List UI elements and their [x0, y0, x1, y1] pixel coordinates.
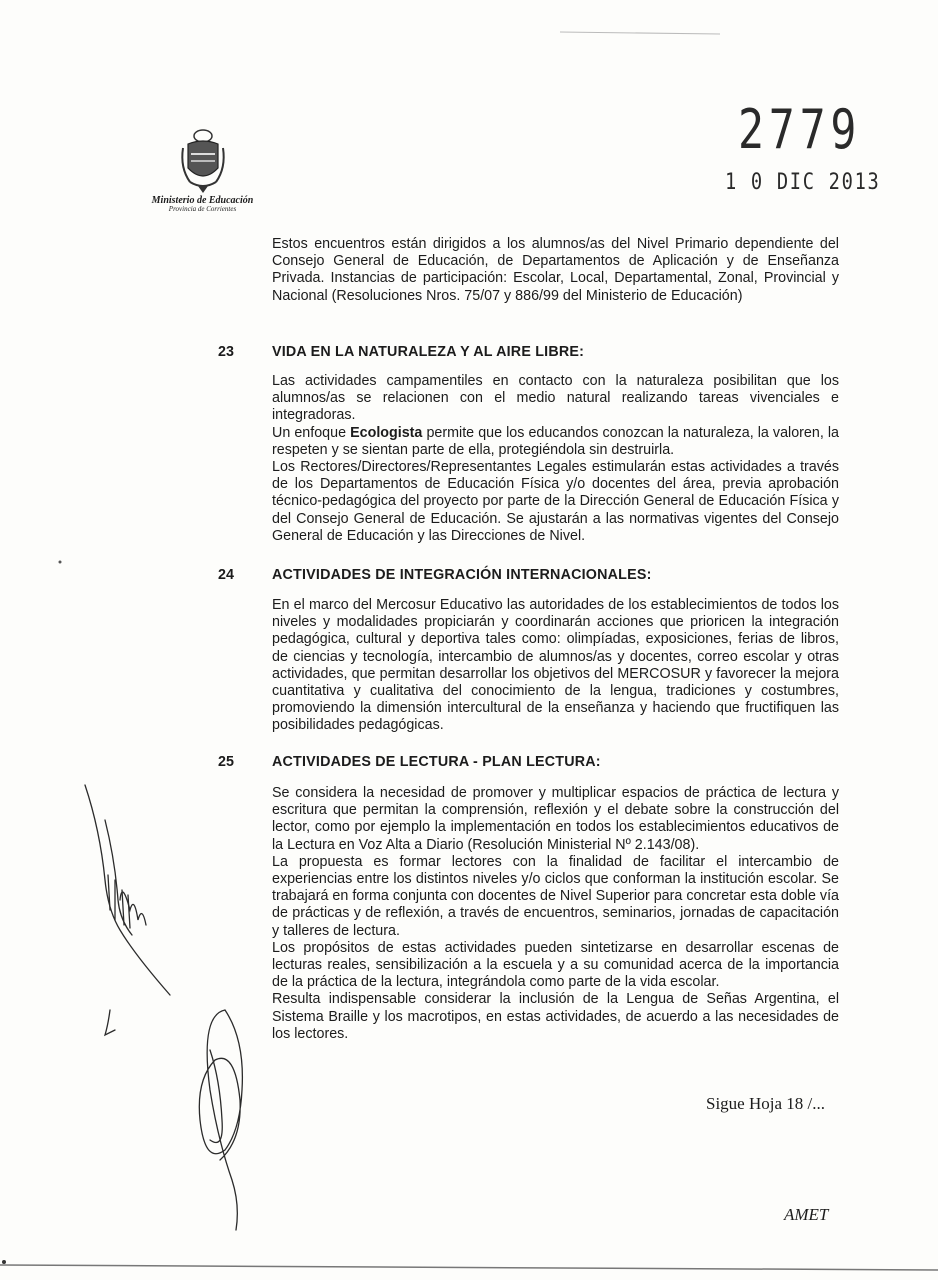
paragraph: Los propósitos de estas actividades pueden sintetizarse en desarrollar escenas de lecturas reales, sensibilización a la escuela y a su comunidad acerca de la importancia de la práctica de la lectura, integrándola como parte de la vida escolar. — [272, 939, 839, 991]
initials: AMET — [784, 1205, 829, 1224]
continue-note: Sigue Hoja 18 /... — [706, 1094, 825, 1113]
paragraph: Se considera la necesidad de promover y multiplicar espacios de práctica de lectura y escritura que permitan la comprensión, reflexión y el debate sobre la construcción del lector, como por ejemplo la implementación en todos los establecimientos educativos de la Lectura en Voz Alta a Diario (Resolución Ministerial Nº 2.143/08). — [272, 785, 839, 853]
section-body — [272, 785, 839, 1043]
resolution-number: 2779 — [738, 98, 862, 161]
ministry-name: Ministerio de Educación — [151, 195, 254, 206]
bold-term: Ecologista — [350, 424, 423, 441]
paragraph: Los Rectores/Directores/Representantes Legales estimularán estas actividades a través de los Departamentos de Educación Física y/o docentes del área, previa aprobación técnico-pedagógica del proyecto por parte de la Dirección General de Educación Física y del Consejo General de Educación. Se ajustarán a las normativas vigentes del Consejo General de Educación y las Direcciones de Nivel. — [272, 459, 839, 544]
text-run: permite que los educandos conozcan la naturaleza, la valoren, la respeten y se sientan parte de ella, protegiéndola sin destruirla. — [272, 424, 839, 458]
paragraph — [272, 425, 839, 459]
provincial-seal-icon — [178, 128, 228, 194]
section-title: ACTIVIDADES DE LECTURA - PLAN LECTURA: — [272, 754, 601, 770]
section-body — [272, 373, 839, 545]
section-body — [272, 597, 839, 735]
section-title: VIDA EN LA NATURALEZA Y AL AIRE LIBRE: — [272, 344, 585, 360]
stamp-date: 1 0 DIC 2013 — [725, 170, 881, 195]
text-run: Un enfoque — [272, 424, 351, 441]
section-title: ACTIVIDADES DE INTEGRACIÓN INTERNACIONALES: — [272, 567, 652, 583]
intro-paragraph: Estos encuentros están dirigidos a los alumnos/as del Nivel Primario dependiente del Consejo General de Educación, de Departamentos de Aplicación y de Enseñanza Privada. Instancias de participación: Escolar, Local, Departamental, Zonal, Provincial y Nacional (Resoluciones Nros. 75/07 y 886/99 del Ministerio de Educación) — [272, 236, 839, 304]
ministry-label — [140, 195, 265, 214]
paragraph: Las actividades campamentiles en contacto con la naturaleza posibilitan que los alumnos/as se relacionen con el medio natural realizando tareas vivenciales e integradoras. — [272, 373, 839, 424]
section-number: 23 — [218, 344, 234, 360]
paragraph: La propuesta es formar lectores con la finalidad de facilitar el intercambio de experiencias entre los distintos niveles y/o ciclos que conforman la institución escolar. Se trabajará en forma conjunta con docentes de Nivel Superior para concretar esta doble vía de prácticas y de reflexión, a través de encuentros, seminarios, jornadas de capacitación y talleres de lectura. — [272, 853, 839, 939]
handwritten-signature-icon — [60, 760, 280, 1260]
paragraph: En el marco del Mercosur Educativo las autoridades de los establecimientos de todos los niveles y modalidades propiciarán y coordinarán acciones que prioricen la integración pedagógica, cultural y deportiva tales como: olimpíadas, exposiciones, ferias de libros, de ciencias y tecnología, intercambio de alumnos/as y docentes, correo escolar y otras actividades, que permitan desarrollar los objetivos del MERCOSUR y favorecer la mejora cuantitativa y cualitativa del conocimiento de la lengua, tradiciones y costumbres, promoviendo la dimensión intercultural de la enseñanza y haciendo que fructifiquen las posibilidades pedagógicas. — [272, 597, 839, 734]
section-number: 24 — [218, 567, 234, 583]
section-number: 25 — [218, 754, 234, 770]
paragraph: Resulta indispensable considerar la inclusión de la Lengua de Señas Argentina, el Sistema Braille y los macrotipos, en estas actividades, de acuerdo a las necesidades de los lectores. — [272, 991, 839, 1042]
province-name: Provincia de Corrientes — [168, 205, 237, 213]
